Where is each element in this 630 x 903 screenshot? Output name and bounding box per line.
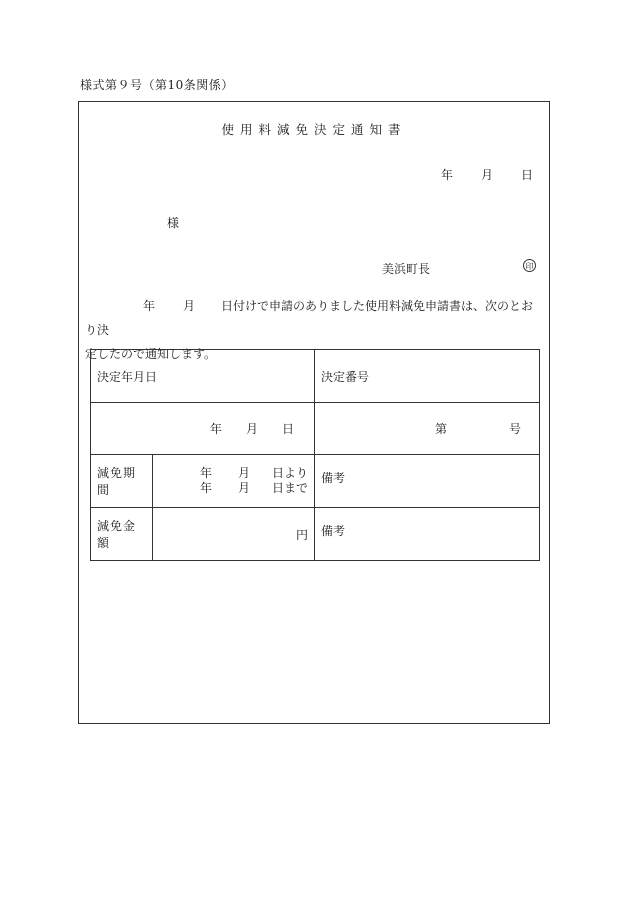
decision-detail-table [90,349,540,561]
period-from-month: 月 [237,466,250,480]
amount-label: 減免金額 [97,519,137,550]
seal-mark: 印 [523,259,536,272]
decision-date-value-cell [91,403,315,455]
amount-value-cell [153,508,315,561]
remarks-label-1: 備考 [321,471,346,485]
remarks-cell-1 [315,455,540,508]
body-year-label: 年 [143,299,156,313]
decision-number-header-cell [315,350,540,403]
notice-frame [78,101,550,724]
decision-month-label: 月 [245,422,258,436]
decision-year-label: 年 [209,422,222,436]
body-line1-text: 日付けで申請のありました使用料減免申請書は、次のとおり決 [85,299,534,337]
amount-unit: 円 [296,527,309,542]
period-to-year: 年 [199,481,212,495]
issue-day-label: 日 [520,168,533,182]
notice-body-line-1 [85,294,545,342]
decision-date-label: 決定年月日 [97,369,158,384]
decision-date-header-cell [91,350,315,403]
recipient-honorific: 様 [167,216,180,230]
notice-body-line-2: 定したので通知します。 [85,347,217,361]
period-to-line [153,481,308,496]
document-title: 使用料減免決定通知書 [221,122,407,137]
body-month-label: 月 [183,299,196,313]
remarks-cell-2 [315,508,540,561]
number-suffix: 号 [509,422,522,436]
decision-number-label: 決定番号 [321,369,370,384]
period-to-month: 月 [237,481,250,495]
issue-date [441,166,533,183]
remarks-label-2: 備考 [321,524,346,538]
period-label-cell [91,455,153,508]
issue-month-label: 月 [480,168,493,182]
period-from-line [153,466,308,481]
period-label: 減免期間 [97,466,137,497]
amount-label-cell [91,508,153,561]
period-from-day: 日より [272,466,309,480]
decision-number-value-cell [315,403,540,455]
period-value-cell [153,455,315,508]
decision-day-label: 日 [282,422,295,436]
number-prefix: 第 [434,422,447,436]
issuer-name: 美浜町長 [382,262,431,276]
form-number-label: 様式第９号（第10条関係） [80,78,234,92]
issue-year-label: 年 [440,168,453,182]
period-to-day: 日まで [272,481,309,495]
period-from-year: 年 [199,466,212,480]
